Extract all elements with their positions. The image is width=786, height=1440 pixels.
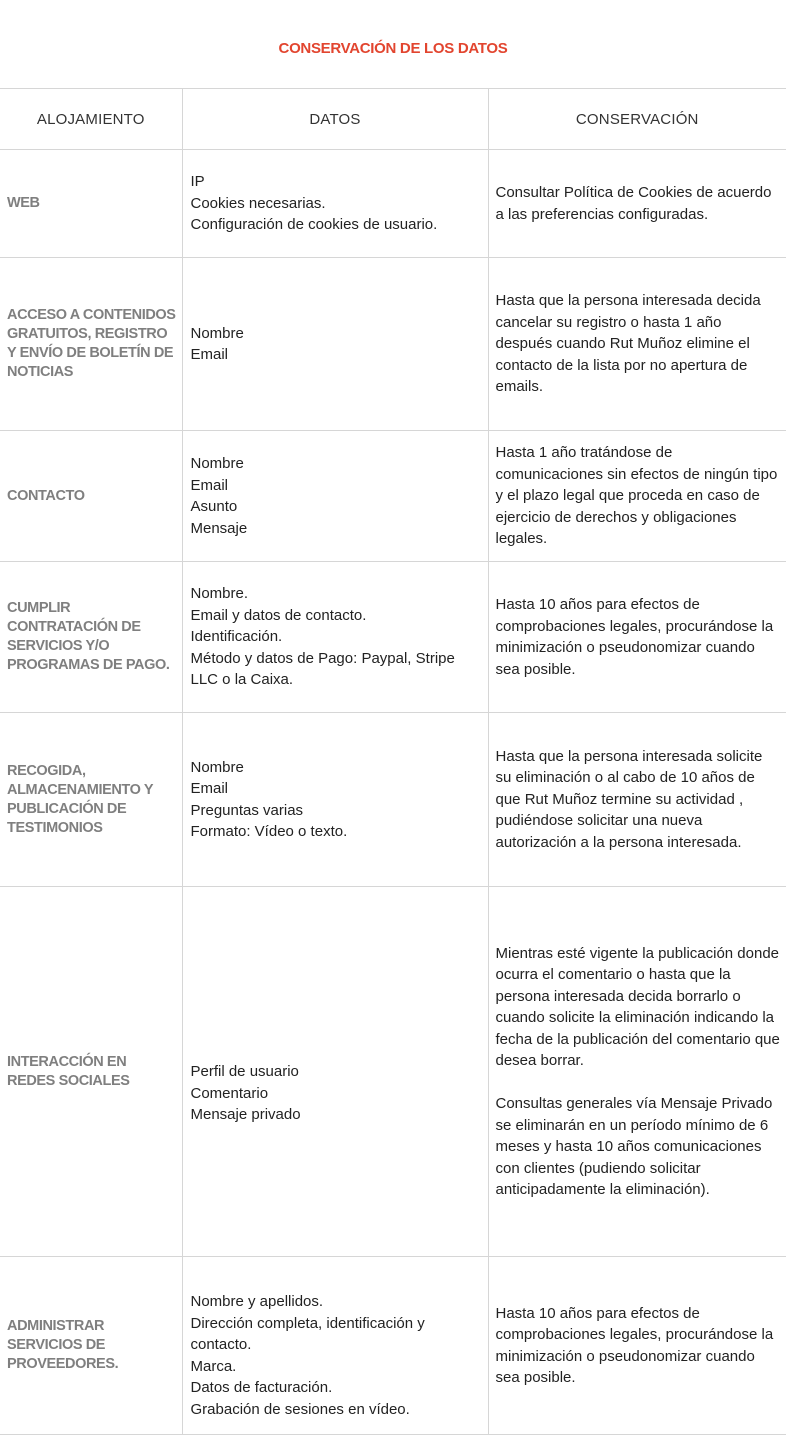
header-alojamiento: ALOJAMIENTO <box>0 89 182 150</box>
datos-item: Nombre y apellidos. <box>190 1293 324 1310</box>
table-row <box>0 562 786 713</box>
row-conservacion <box>488 1257 786 1435</box>
table-row <box>0 1257 786 1435</box>
conservacion-text: Hasta 10 años para efectos de comprobaciones legales, procurándose la minimización o pseudonomizar cuando sea posible. <box>495 596 774 678</box>
datos-item: Nombre <box>190 758 244 776</box>
conservacion-text: Hasta que la persona interesada decida cancelar su registro o hasta 1 año después cuando Rut Muñoz elimine el contacto de la lista por no apertura de emails. <box>495 292 761 396</box>
row-datos <box>182 258 488 431</box>
conservacion-text: Consultar Política de Cookies de acuerdo a las preferencias configuradas. <box>495 184 772 223</box>
row-alojamiento: WEB <box>0 150 182 258</box>
row-datos <box>182 431 488 562</box>
datos-item: Nombre <box>190 455 244 472</box>
datos-item: Nombre <box>190 324 244 342</box>
datos-item: Mensaje <box>190 519 248 537</box>
datos-item: Grabación de sesiones en vídeo. <box>190 1400 410 1418</box>
row-conservacion <box>488 431 786 562</box>
datos-item: Formato: Vídeo o texto. <box>190 823 348 840</box>
page-title: CONSERVACIÓN DE LOS DATOS <box>278 40 508 57</box>
table-header-row <box>0 89 786 150</box>
datos-item: Configuración de cookies de usuario. <box>190 216 438 234</box>
datos-item: Email <box>190 476 229 494</box>
row-datos <box>182 150 488 258</box>
datos-item: Email y datos de contacto. <box>190 606 367 624</box>
row-alojamiento: CONTACTO <box>0 431 182 562</box>
datos-item: Dirección completa, identificación y contacto. <box>190 1314 425 1353</box>
row-alojamiento: ACCESO A CONTENIDOS GRATUITOS, REGISTRO Y ENVÍO DE BOLETÍN DE NOTICIAS <box>0 258 182 431</box>
row-conservacion <box>488 887 786 1257</box>
table-row <box>0 713 786 887</box>
table-row <box>0 887 786 1257</box>
datos-item: Email <box>190 346 229 363</box>
table-row <box>0 150 786 258</box>
datos-item: Marca. <box>190 1357 237 1375</box>
row-alojamiento: ADMINISTRAR SERVICIOS DE PROVEEDORES. <box>0 1257 182 1435</box>
datos-item: Perfil de usuario <box>190 1063 299 1081</box>
row-alojamiento: INTERACCIÓN EN REDES SOCIALES <box>0 887 182 1257</box>
row-conservacion <box>488 258 786 431</box>
conservacion-text: Mientras esté vigente la publicación donde ocurra el comentario o hasta que la persona interesada decida borrarlo o cuando solicite la eliminación indicando la fecha de la publicación del comentario que desea borrar. <box>495 944 780 1069</box>
row-datos <box>182 1257 488 1435</box>
table-row <box>0 431 786 562</box>
row-conservacion <box>488 562 786 713</box>
header-conservacion: CONSERVACIÓN <box>488 89 786 150</box>
datos-item: IP <box>190 173 205 191</box>
datos-item: Asunto <box>190 498 238 515</box>
datos-item: Identificación. <box>190 628 283 646</box>
row-conservacion <box>488 713 786 887</box>
datos-item: Cookies necesarias. <box>190 194 326 212</box>
datos-item: Email <box>190 780 229 797</box>
table-row <box>0 258 786 431</box>
conservacion-text: Consultas generales vía Mensaje Privado se eliminarán en un período mínimo de 6 meses y hasta 10 años comunicaciones con clientes (pudiendo solicitar anticipadamente la eliminación). <box>495 1095 773 1198</box>
row-conservacion <box>488 150 786 258</box>
conservacion-text: Hasta 1 año tratándose de comunicaciones sin efectos de ningún tipo y el plazo legal que proceda en caso de ejercicio de derechos y obligaciones legales. <box>495 444 778 548</box>
conservacion-text: Hasta que la persona interesada solicite su eliminación o al cabo de 10 años de que Rut Muñoz termine su actividad , pudiéndose solicitar una nueva autorización a la persona interesada. <box>495 747 763 851</box>
data-retention-table <box>0 88 786 1435</box>
datos-item: Comentario <box>190 1084 269 1102</box>
row-datos <box>182 713 488 887</box>
datos-item: Datos de facturación. <box>190 1379 333 1396</box>
datos-item: Preguntas varias <box>190 801 304 819</box>
datos-item: Método y datos de Pago: Paypal, Stripe LLC o la Caixa. <box>190 649 455 689</box>
conservacion-text: Hasta 10 años para efectos de comprobaciones legales, procurándose la minimización o pseudonomizar cuando sea posible. <box>495 1304 774 1386</box>
datos-item: Mensaje privado <box>190 1106 301 1124</box>
row-alojamiento: RECOGIDA, ALMACENAMIENTO Y PUBLICACIÓN DE TESTIMONIOS <box>0 713 182 887</box>
row-datos <box>182 887 488 1257</box>
row-datos <box>182 562 488 713</box>
datos-item: Nombre. <box>190 585 249 603</box>
row-alojamiento: CUMPLIR CONTRATACIÓN DE SERVICIOS Y/O PROGRAMAS DE PAGO. <box>0 562 182 713</box>
header-datos: DATOS <box>182 89 488 150</box>
